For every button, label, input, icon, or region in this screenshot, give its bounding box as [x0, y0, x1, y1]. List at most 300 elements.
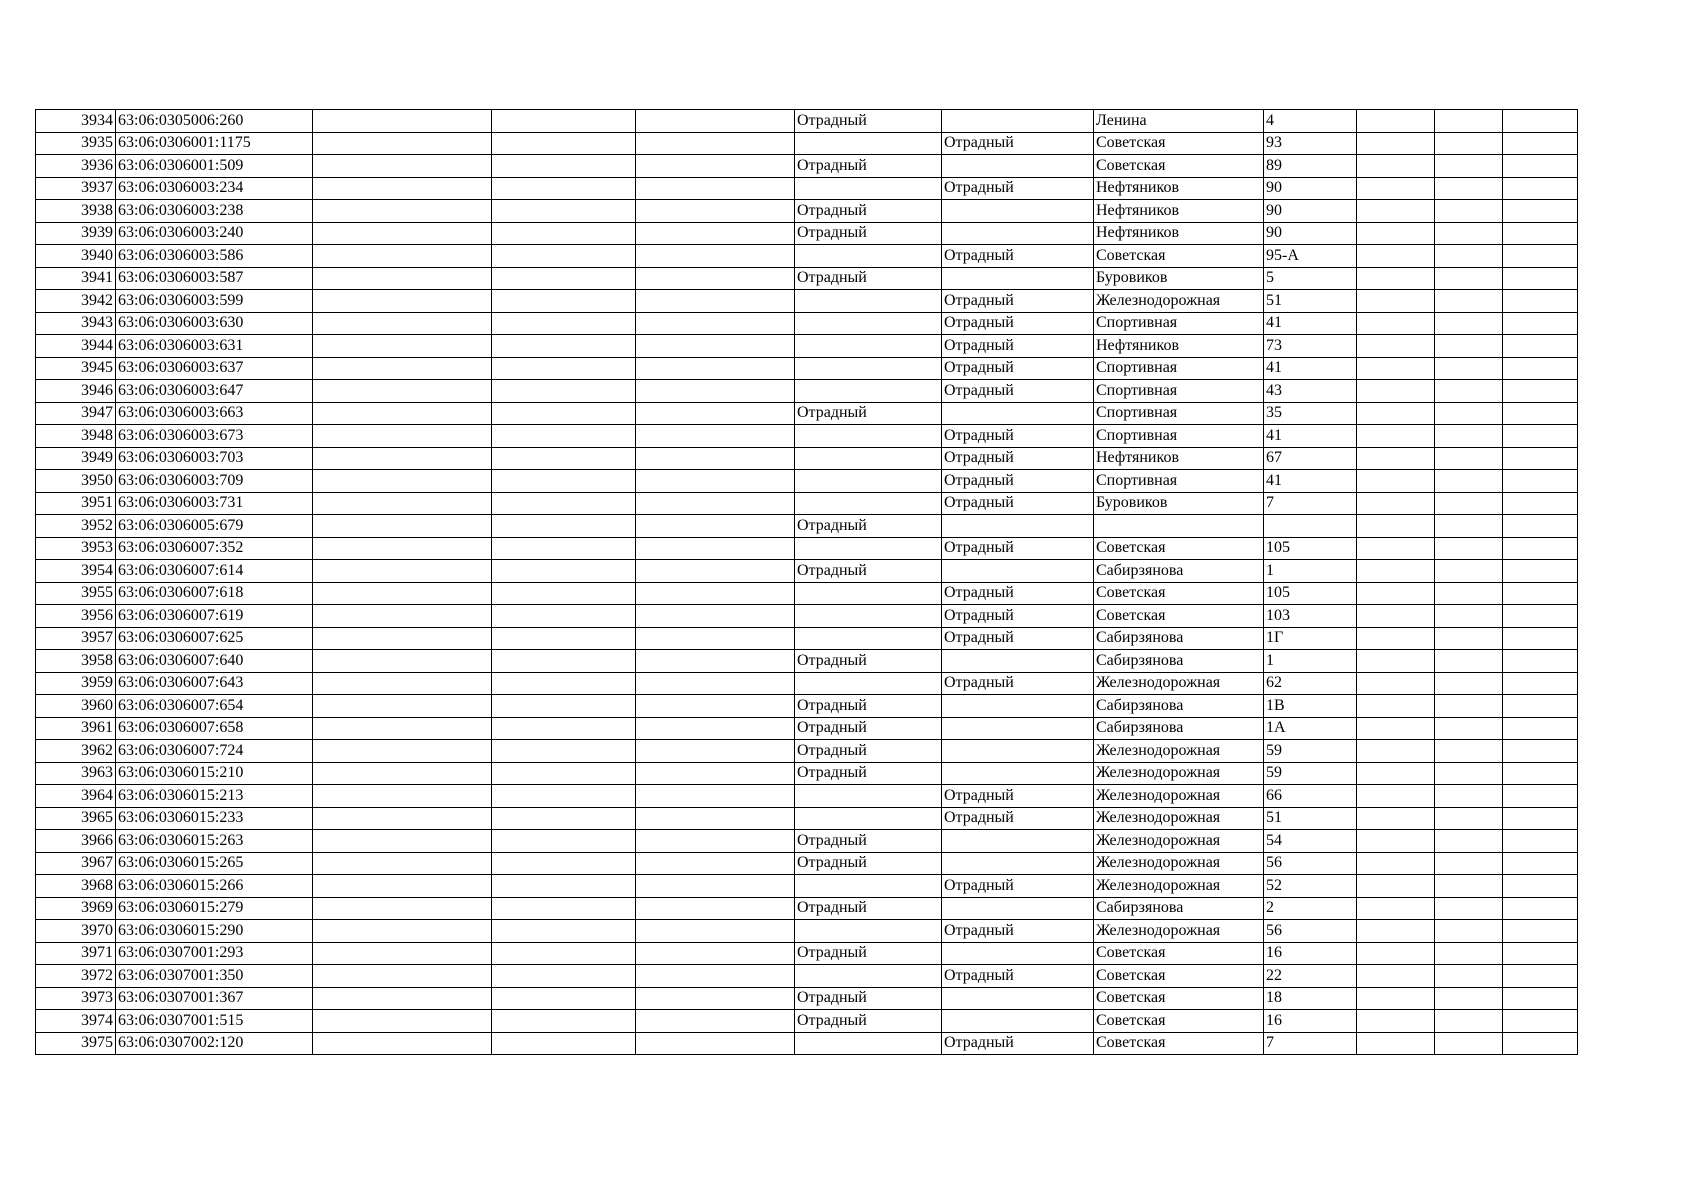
house-cell: 105 — [1264, 537, 1357, 560]
locality-settlement-cell: Отрадный — [942, 672, 1094, 695]
table-row — [36, 695, 1578, 718]
street-cell: Железнодорожная — [1094, 852, 1264, 875]
house-cell: 7 — [1264, 492, 1357, 515]
locality-city-cell — [795, 627, 942, 650]
empty-cell — [492, 177, 636, 200]
cadastral-number-cell: 63:06:0306003:238 — [116, 200, 313, 223]
empty-cell — [1503, 650, 1578, 673]
locality-settlement-cell — [942, 650, 1094, 673]
empty-cell — [313, 672, 492, 695]
locality-settlement-cell: Отрадный — [942, 447, 1094, 470]
empty-cell — [636, 942, 795, 965]
number-cell: 3962 — [36, 740, 116, 763]
house-cell: 90 — [1264, 222, 1357, 245]
table-row — [36, 672, 1578, 695]
empty-cell — [636, 177, 795, 200]
empty-cell — [636, 312, 795, 335]
table-row — [36, 290, 1578, 313]
empty-cell — [492, 852, 636, 875]
table-row — [36, 245, 1578, 268]
empty-cell — [636, 762, 795, 785]
empty-cell — [1435, 267, 1503, 290]
empty-cell — [1503, 987, 1578, 1010]
number-cell: 3943 — [36, 312, 116, 335]
table-row — [36, 402, 1578, 425]
street-cell: Буровиков — [1094, 267, 1264, 290]
empty-cell — [492, 312, 636, 335]
empty-cell — [1357, 380, 1435, 403]
empty-cell — [492, 200, 636, 223]
street-cell: Советская — [1094, 132, 1264, 155]
empty-cell — [313, 290, 492, 313]
cadastral-number-cell: 63:06:0306003:587 — [116, 267, 313, 290]
locality-settlement-cell: Отрадный — [942, 132, 1094, 155]
house-cell: 22 — [1264, 965, 1357, 988]
table-row — [36, 335, 1578, 358]
cadastral-number-cell: 63:06:0307001:293 — [116, 942, 313, 965]
house-cell: 56 — [1264, 920, 1357, 943]
empty-cell — [313, 267, 492, 290]
table-row — [36, 650, 1578, 673]
table-row — [36, 357, 1578, 380]
locality-city-cell — [795, 245, 942, 268]
empty-cell — [1435, 875, 1503, 898]
empty-cell — [1357, 672, 1435, 695]
number-cell: 3947 — [36, 402, 116, 425]
empty-cell — [313, 537, 492, 560]
empty-cell — [1435, 425, 1503, 448]
locality-city-cell — [795, 965, 942, 988]
empty-cell — [1435, 290, 1503, 313]
empty-cell — [1357, 740, 1435, 763]
locality-settlement-cell: Отрадный — [942, 785, 1094, 808]
empty-cell — [1503, 897, 1578, 920]
empty-cell — [1435, 222, 1503, 245]
empty-cell — [313, 605, 492, 628]
table-row — [36, 830, 1578, 853]
number-cell: 3948 — [36, 425, 116, 448]
empty-cell — [636, 447, 795, 470]
empty-cell — [636, 785, 795, 808]
empty-cell — [1435, 627, 1503, 650]
empty-cell — [1503, 245, 1578, 268]
locality-city-cell — [795, 582, 942, 605]
empty-cell — [1503, 582, 1578, 605]
empty-cell — [1503, 942, 1578, 965]
empty-cell — [1357, 155, 1435, 178]
empty-cell — [1357, 897, 1435, 920]
empty-cell — [1357, 470, 1435, 493]
empty-cell — [1357, 447, 1435, 470]
locality-settlement-cell — [942, 200, 1094, 223]
locality-city-cell — [795, 425, 942, 448]
number-cell: 3938 — [36, 200, 116, 223]
locality-settlement-cell: Отрадный — [942, 312, 1094, 335]
empty-cell — [636, 155, 795, 178]
empty-cell — [1435, 920, 1503, 943]
locality-city-cell: Отрадный — [795, 987, 942, 1010]
locality-city-cell: Отрадный — [795, 222, 942, 245]
empty-cell — [492, 537, 636, 560]
house-cell — [1264, 515, 1357, 538]
street-cell: Нефтяников — [1094, 447, 1264, 470]
empty-cell — [1435, 830, 1503, 853]
street-cell: Советская — [1094, 245, 1264, 268]
empty-cell — [492, 110, 636, 133]
number-cell: 3937 — [36, 177, 116, 200]
house-cell: 41 — [1264, 470, 1357, 493]
table-row — [36, 605, 1578, 628]
empty-cell — [1503, 402, 1578, 425]
empty-cell — [1435, 447, 1503, 470]
cadastral-number-cell: 63:06:0305006:260 — [116, 110, 313, 133]
empty-cell — [636, 897, 795, 920]
empty-cell — [313, 470, 492, 493]
street-cell: Советская — [1094, 537, 1264, 560]
empty-cell — [492, 267, 636, 290]
empty-cell — [492, 380, 636, 403]
empty-cell — [492, 875, 636, 898]
locality-settlement-cell: Отрадный — [942, 807, 1094, 830]
empty-cell — [1357, 132, 1435, 155]
house-cell: 89 — [1264, 155, 1357, 178]
locality-city-cell — [795, 335, 942, 358]
street-cell: Советская — [1094, 155, 1264, 178]
table-row — [36, 1032, 1578, 1055]
house-cell: 59 — [1264, 740, 1357, 763]
empty-cell — [636, 492, 795, 515]
street-cell: Нефтяников — [1094, 335, 1264, 358]
empty-cell — [1503, 605, 1578, 628]
locality-settlement-cell — [942, 740, 1094, 763]
street-cell: Советская — [1094, 605, 1264, 628]
empty-cell — [492, 987, 636, 1010]
locality-settlement-cell: Отрадный — [942, 582, 1094, 605]
empty-cell — [1503, 312, 1578, 335]
empty-cell — [1357, 762, 1435, 785]
house-cell: 2 — [1264, 897, 1357, 920]
empty-cell — [1435, 515, 1503, 538]
empty-cell — [636, 740, 795, 763]
cadastral-number-cell: 63:06:0306003:663 — [116, 402, 313, 425]
empty-cell — [636, 110, 795, 133]
empty-cell — [313, 245, 492, 268]
empty-cell — [1503, 447, 1578, 470]
empty-cell — [1357, 222, 1435, 245]
house-cell: 41 — [1264, 357, 1357, 380]
empty-cell — [313, 785, 492, 808]
street-cell: Спортивная — [1094, 402, 1264, 425]
street-cell: Нефтяников — [1094, 222, 1264, 245]
number-cell: 3949 — [36, 447, 116, 470]
number-cell: 3942 — [36, 290, 116, 313]
empty-cell — [313, 695, 492, 718]
street-cell: Буровиков — [1094, 492, 1264, 515]
cadastral-number-cell: 63:06:0306003:234 — [116, 177, 313, 200]
empty-cell — [492, 627, 636, 650]
locality-city-cell — [795, 312, 942, 335]
number-cell: 3963 — [36, 762, 116, 785]
number-cell: 3952 — [36, 515, 116, 538]
locality-settlement-cell — [942, 267, 1094, 290]
empty-cell — [1435, 155, 1503, 178]
house-cell: 105 — [1264, 582, 1357, 605]
number-cell: 3957 — [36, 627, 116, 650]
cadastral-number-cell: 63:06:0306007:724 — [116, 740, 313, 763]
locality-city-cell: Отрадный — [795, 897, 942, 920]
house-cell: 16 — [1264, 1010, 1357, 1033]
locality-city-cell: Отрадный — [795, 695, 942, 718]
cadastral-number-cell: 63:06:0307001:350 — [116, 965, 313, 988]
empty-cell — [492, 650, 636, 673]
cadastral-number-cell: 63:06:0306007:352 — [116, 537, 313, 560]
house-cell: 62 — [1264, 672, 1357, 695]
table-row — [36, 1010, 1578, 1033]
empty-cell — [1357, 807, 1435, 830]
number-cell: 3961 — [36, 717, 116, 740]
empty-cell — [313, 1032, 492, 1055]
street-cell: Сабирзянова — [1094, 897, 1264, 920]
street-cell: Советская — [1094, 987, 1264, 1010]
empty-cell — [1435, 1032, 1503, 1055]
empty-cell — [1357, 357, 1435, 380]
house-cell: 1В — [1264, 695, 1357, 718]
empty-cell — [1435, 605, 1503, 628]
empty-cell — [313, 110, 492, 133]
locality-city-cell: Отрадный — [795, 560, 942, 583]
empty-cell — [636, 987, 795, 1010]
table-row — [36, 177, 1578, 200]
cadastral-number-cell: 63:06:0306003:637 — [116, 357, 313, 380]
empty-cell — [1435, 110, 1503, 133]
house-cell: 66 — [1264, 785, 1357, 808]
empty-cell — [492, 942, 636, 965]
locality-settlement-cell: Отрадный — [942, 335, 1094, 358]
house-cell: 56 — [1264, 852, 1357, 875]
street-cell: Железнодорожная — [1094, 875, 1264, 898]
table-row — [36, 447, 1578, 470]
empty-cell — [1503, 852, 1578, 875]
house-cell: 1 — [1264, 560, 1357, 583]
house-cell: 67 — [1264, 447, 1357, 470]
locality-settlement-cell: Отрадный — [942, 605, 1094, 628]
empty-cell — [1503, 155, 1578, 178]
empty-cell — [636, 245, 795, 268]
cadastral-number-cell: 63:06:0306007:614 — [116, 560, 313, 583]
empty-cell — [1503, 627, 1578, 650]
empty-cell — [313, 897, 492, 920]
street-cell: Нефтяников — [1094, 177, 1264, 200]
house-cell: 59 — [1264, 762, 1357, 785]
cadastral-number-cell: 63:06:0306003:586 — [116, 245, 313, 268]
house-cell: 95-А — [1264, 245, 1357, 268]
table-row — [36, 942, 1578, 965]
empty-cell — [636, 582, 795, 605]
locality-city-cell — [795, 290, 942, 313]
number-cell: 3954 — [36, 560, 116, 583]
house-cell: 41 — [1264, 425, 1357, 448]
empty-cell — [313, 830, 492, 853]
house-cell: 93 — [1264, 132, 1357, 155]
empty-cell — [1503, 920, 1578, 943]
empty-cell — [1357, 785, 1435, 808]
locality-city-cell: Отрадный — [795, 762, 942, 785]
empty-cell — [492, 605, 636, 628]
table-row — [36, 807, 1578, 830]
empty-cell — [492, 357, 636, 380]
empty-cell — [1503, 380, 1578, 403]
locality-city-cell: Отрадный — [795, 267, 942, 290]
locality-city-cell — [795, 875, 942, 898]
empty-cell — [492, 290, 636, 313]
table-row — [36, 222, 1578, 245]
empty-cell — [636, 605, 795, 628]
empty-cell — [636, 515, 795, 538]
empty-cell — [1357, 650, 1435, 673]
empty-cell — [1435, 492, 1503, 515]
empty-cell — [1435, 132, 1503, 155]
empty-cell — [492, 470, 636, 493]
locality-city-cell — [795, 380, 942, 403]
empty-cell — [1503, 425, 1578, 448]
empty-cell — [313, 222, 492, 245]
empty-cell — [1435, 402, 1503, 425]
empty-cell — [1357, 290, 1435, 313]
street-cell: Советская — [1094, 942, 1264, 965]
number-cell: 3972 — [36, 965, 116, 988]
empty-cell — [1357, 312, 1435, 335]
table-row — [36, 200, 1578, 223]
locality-city-cell: Отрадный — [795, 717, 942, 740]
locality-settlement-cell — [942, 1010, 1094, 1033]
empty-cell — [492, 132, 636, 155]
empty-cell — [1503, 785, 1578, 808]
empty-cell — [1435, 582, 1503, 605]
empty-cell — [313, 740, 492, 763]
cadastral-number-cell: 63:06:0306007:619 — [116, 605, 313, 628]
cadastral-number-cell: 63:06:0306005:679 — [116, 515, 313, 538]
empty-cell — [1503, 110, 1578, 133]
house-cell: 73 — [1264, 335, 1357, 358]
empty-cell — [1503, 875, 1578, 898]
table-row — [36, 492, 1578, 515]
empty-cell — [1503, 537, 1578, 560]
locality-city-cell — [795, 447, 942, 470]
empty-cell — [1435, 650, 1503, 673]
number-cell: 3959 — [36, 672, 116, 695]
locality-settlement-cell — [942, 515, 1094, 538]
cadastral-number-cell: 63:06:0306003:631 — [116, 335, 313, 358]
table-row — [36, 537, 1578, 560]
locality-settlement-cell — [942, 222, 1094, 245]
empty-cell — [492, 965, 636, 988]
empty-cell — [636, 830, 795, 853]
empty-cell — [1357, 177, 1435, 200]
empty-cell — [492, 245, 636, 268]
empty-cell — [1435, 537, 1503, 560]
locality-settlement-cell: Отрадный — [942, 537, 1094, 560]
house-cell: 18 — [1264, 987, 1357, 1010]
empty-cell — [1357, 515, 1435, 538]
table-row — [36, 762, 1578, 785]
number-cell: 3956 — [36, 605, 116, 628]
empty-cell — [636, 965, 795, 988]
empty-cell — [1357, 605, 1435, 628]
cadastral-number-cell: 63:06:0306007:618 — [116, 582, 313, 605]
empty-cell — [492, 785, 636, 808]
street-cell: Сабирзянова — [1094, 560, 1264, 583]
table-row — [36, 380, 1578, 403]
locality-settlement-cell: Отрадный — [942, 470, 1094, 493]
empty-cell — [1357, 852, 1435, 875]
street-cell: Сабирзянова — [1094, 650, 1264, 673]
empty-cell — [636, 132, 795, 155]
empty-cell — [313, 987, 492, 1010]
empty-cell — [1435, 807, 1503, 830]
table-row — [36, 875, 1578, 898]
empty-cell — [313, 335, 492, 358]
empty-cell — [1503, 830, 1578, 853]
empty-cell — [492, 222, 636, 245]
number-cell: 3950 — [36, 470, 116, 493]
empty-cell — [1503, 1032, 1578, 1055]
house-cell: 5 — [1264, 267, 1357, 290]
empty-cell — [313, 627, 492, 650]
locality-settlement-cell: Отрадный — [942, 627, 1094, 650]
cadastral-number-cell: 63:06:0306015:279 — [116, 897, 313, 920]
locality-settlement-cell — [942, 852, 1094, 875]
empty-cell — [492, 717, 636, 740]
locality-city-cell — [795, 470, 942, 493]
empty-cell — [313, 560, 492, 583]
cadastral-number-cell: 63:06:0306003:599 — [116, 290, 313, 313]
empty-cell — [1357, 1032, 1435, 1055]
locality-settlement-cell — [942, 402, 1094, 425]
empty-cell — [313, 132, 492, 155]
street-cell: Советская — [1094, 1032, 1264, 1055]
empty-cell — [492, 762, 636, 785]
locality-settlement-cell: Отрадный — [942, 290, 1094, 313]
empty-cell — [313, 920, 492, 943]
street-cell: Спортивная — [1094, 312, 1264, 335]
empty-cell — [1503, 515, 1578, 538]
empty-cell — [1503, 492, 1578, 515]
empty-cell — [1503, 177, 1578, 200]
empty-cell — [1357, 492, 1435, 515]
table-row — [36, 740, 1578, 763]
empty-cell — [1435, 560, 1503, 583]
empty-cell — [636, 200, 795, 223]
house-cell: 1Г — [1264, 627, 1357, 650]
locality-settlement-cell — [942, 560, 1094, 583]
number-cell: 3946 — [36, 380, 116, 403]
locality-city-cell: Отрадный — [795, 200, 942, 223]
empty-cell — [313, 582, 492, 605]
street-cell: Сабирзянова — [1094, 717, 1264, 740]
number-cell: 3951 — [36, 492, 116, 515]
empty-cell — [1357, 942, 1435, 965]
empty-cell — [313, 717, 492, 740]
empty-cell — [492, 492, 636, 515]
cadastral-number-cell: 63:06:0306003:630 — [116, 312, 313, 335]
empty-cell — [1435, 312, 1503, 335]
empty-cell — [1435, 942, 1503, 965]
empty-cell — [1357, 200, 1435, 223]
empty-cell — [313, 402, 492, 425]
locality-settlement-cell: Отрадный — [942, 380, 1094, 403]
locality-city-cell: Отрадный — [795, 155, 942, 178]
locality-city-cell: Отрадный — [795, 1010, 942, 1033]
